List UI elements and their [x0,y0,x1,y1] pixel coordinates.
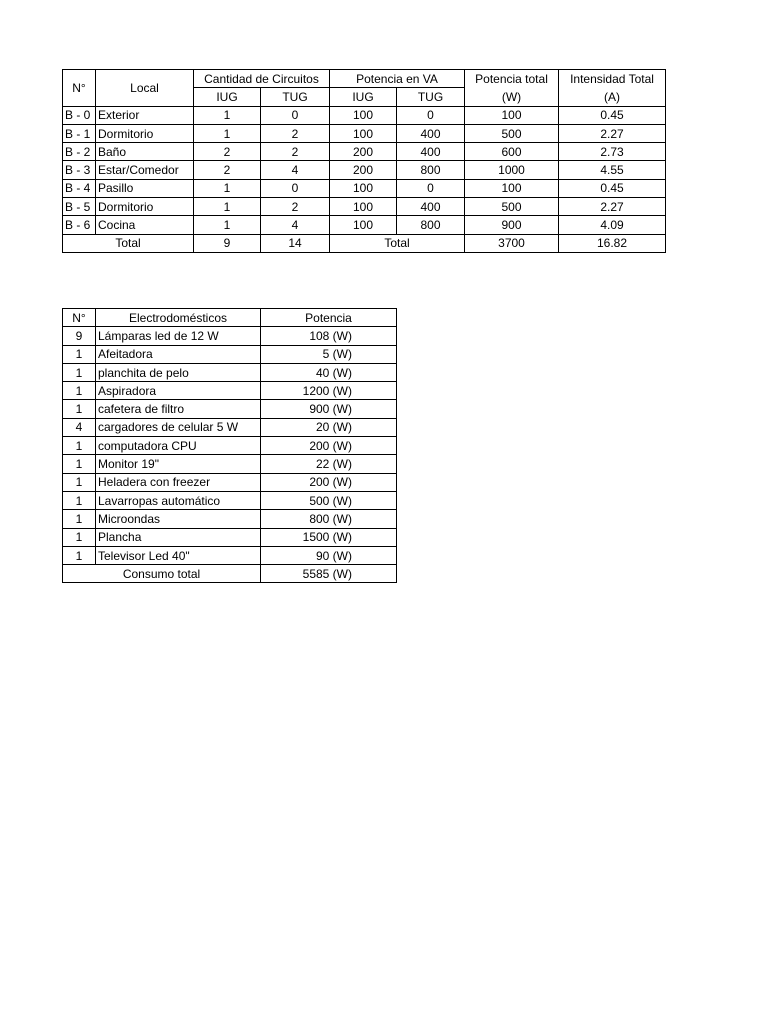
cell-no: 1 [63,473,96,491]
cell-local: Estar/Comedor [96,161,194,179]
cell-no: B - 4 [63,179,96,197]
table-row [63,216,666,234]
cell-no: 4 [63,418,96,436]
cell-c-tug: 4 [261,216,330,234]
header-intensidad-unit: (A) [559,88,666,106]
cell-intensidad: 4.55 [559,161,666,179]
cell-power: 20 (W) [261,418,397,436]
table-row [63,382,397,400]
cell-p-iug: 100 [330,216,397,234]
header-electrodomesticos: Electrodomésticos [96,309,261,327]
cell-power: 200 (W) [261,473,397,491]
table-row [63,143,666,161]
cell-no: B - 2 [63,143,96,161]
cell-intensidad: 2.73 [559,143,666,161]
total-potencia: 3700 [465,234,559,252]
table-row [63,455,397,473]
cell-name: Monitor 19" [96,455,261,473]
cell-p-tug: 400 [397,124,465,142]
cell-p-iug: 100 [330,124,397,142]
cell-c-iug: 2 [194,161,261,179]
table-row [63,345,397,363]
cell-no: 1 [63,455,96,473]
header-cantidad-tug: TUG [261,88,330,106]
table-row [63,363,397,381]
header-no: N° [63,309,96,327]
cell-no: 9 [63,327,96,345]
cell-c-tug: 2 [261,124,330,142]
total-c-iug: 9 [194,234,261,252]
cell-no: 1 [63,345,96,363]
header-local: Local [96,70,194,107]
cell-no: 1 [63,437,96,455]
cell-c-iug: 1 [194,198,261,216]
cell-p-iug: 100 [330,106,397,124]
cell-name: Afeitadora [96,345,261,363]
cell-p-tug: 800 [397,161,465,179]
total-row [63,234,666,252]
circuits-table [62,69,666,253]
cell-intensidad: 2.27 [559,124,666,142]
cell-no: 1 [63,510,96,528]
cell-potencia-total: 1000 [465,161,559,179]
table-row [63,106,666,124]
cell-name: computadora CPU [96,437,261,455]
cell-power: 900 (W) [261,400,397,418]
cell-no: B - 3 [63,161,96,179]
cell-no: 1 [63,546,96,564]
cell-c-tug: 2 [261,143,330,161]
cell-no: 1 [63,491,96,509]
header-no: N° [63,70,96,107]
appliances-table [62,308,397,583]
cell-name: Plancha [96,528,261,546]
cell-name: Lavarropas automático [96,491,261,509]
cell-no: B - 5 [63,198,96,216]
cell-no: B - 0 [63,106,96,124]
cell-p-tug: 0 [397,179,465,197]
cell-no: B - 6 [63,216,96,234]
cell-power: 800 (W) [261,510,397,528]
cell-power: 108 (W) [261,327,397,345]
cell-potencia-total: 100 [465,106,559,124]
cell-local: Dormitorio [96,198,194,216]
cell-power: 40 (W) [261,363,397,381]
total-label: Total [63,234,194,252]
cell-p-iug: 100 [330,198,397,216]
cell-c-iug: 2 [194,143,261,161]
cell-name: planchita de pelo [96,363,261,381]
table-row [63,418,397,436]
cell-name: Heladera con freezer [96,473,261,491]
total-label: Consumo total [63,565,261,583]
total-row [63,565,397,583]
total-power: 5585 (W) [261,565,397,583]
cell-p-tug: 800 [397,216,465,234]
cell-potencia-total: 500 [465,198,559,216]
cell-c-tug: 2 [261,198,330,216]
cell-no: 1 [63,382,96,400]
table-row [63,400,397,418]
cell-local: Cocina [96,216,194,234]
cell-no: 1 [63,363,96,381]
header-cantidad-circuitos: Cantidad de Circuitos [194,70,330,88]
cell-name: Aspiradora [96,382,261,400]
cell-name: Televisor Led 40" [96,546,261,564]
cell-c-tug: 0 [261,106,330,124]
table-row [63,528,397,546]
header-potencia-iug: IUG [330,88,397,106]
table-row [63,491,397,509]
header-intensidad-total: Intensidad Total [559,70,666,88]
header-potencia-total-unit: (W) [465,88,559,106]
cell-intensidad: 0.45 [559,179,666,197]
cell-no: 1 [63,528,96,546]
cell-intensidad: 2.27 [559,198,666,216]
cell-power: 1500 (W) [261,528,397,546]
cell-intensidad: 0.45 [559,106,666,124]
table-row [63,437,397,455]
cell-power: 5 (W) [261,345,397,363]
cell-local: Dormitorio [96,124,194,142]
cell-name: Microondas [96,510,261,528]
cell-name: Lámparas led de 12 W [96,327,261,345]
header-potencia: Potencia [261,309,397,327]
cell-c-tug: 0 [261,179,330,197]
cell-potencia-total: 600 [465,143,559,161]
header-cantidad-iug: IUG [194,88,261,106]
cell-p-iug: 200 [330,143,397,161]
cell-power: 500 (W) [261,491,397,509]
header-potencia-tug: TUG [397,88,465,106]
table-row [63,161,666,179]
cell-power: 1200 (W) [261,382,397,400]
cell-power: 90 (W) [261,546,397,564]
cell-power: 22 (W) [261,455,397,473]
table-row [63,473,397,491]
cell-potencia-total: 500 [465,124,559,142]
cell-name: cafetera de filtro [96,400,261,418]
header-row [63,309,397,327]
cell-c-tug: 4 [261,161,330,179]
cell-intensidad: 4.09 [559,216,666,234]
cell-potencia-total: 100 [465,179,559,197]
cell-potencia-total: 900 [465,216,559,234]
table-row [63,124,666,142]
cell-local: Pasillo [96,179,194,197]
table-row [63,179,666,197]
table-row [63,510,397,528]
cell-no: B - 1 [63,124,96,142]
header-potencia-va: Potencia en VA [330,70,465,88]
cell-power: 200 (W) [261,437,397,455]
cell-p-iug: 200 [330,161,397,179]
total-c-tug: 14 [261,234,330,252]
cell-local: Baño [96,143,194,161]
cell-c-iug: 1 [194,106,261,124]
cell-c-iug: 1 [194,216,261,234]
cell-name: cargadores de celular 5 W [96,418,261,436]
cell-p-tug: 400 [397,143,465,161]
table-row [63,198,666,216]
cell-p-tug: 400 [397,198,465,216]
total-label-2: Total [330,234,465,252]
cell-no: 1 [63,400,96,418]
cell-p-iug: 100 [330,179,397,197]
header-potencia-total: Potencia total [465,70,559,88]
table-row [63,327,397,345]
cell-p-tug: 0 [397,106,465,124]
cell-c-iug: 1 [194,124,261,142]
cell-local: Exterior [96,106,194,124]
cell-c-iug: 1 [194,179,261,197]
total-intensidad: 16.82 [559,234,666,252]
table-row [63,546,397,564]
